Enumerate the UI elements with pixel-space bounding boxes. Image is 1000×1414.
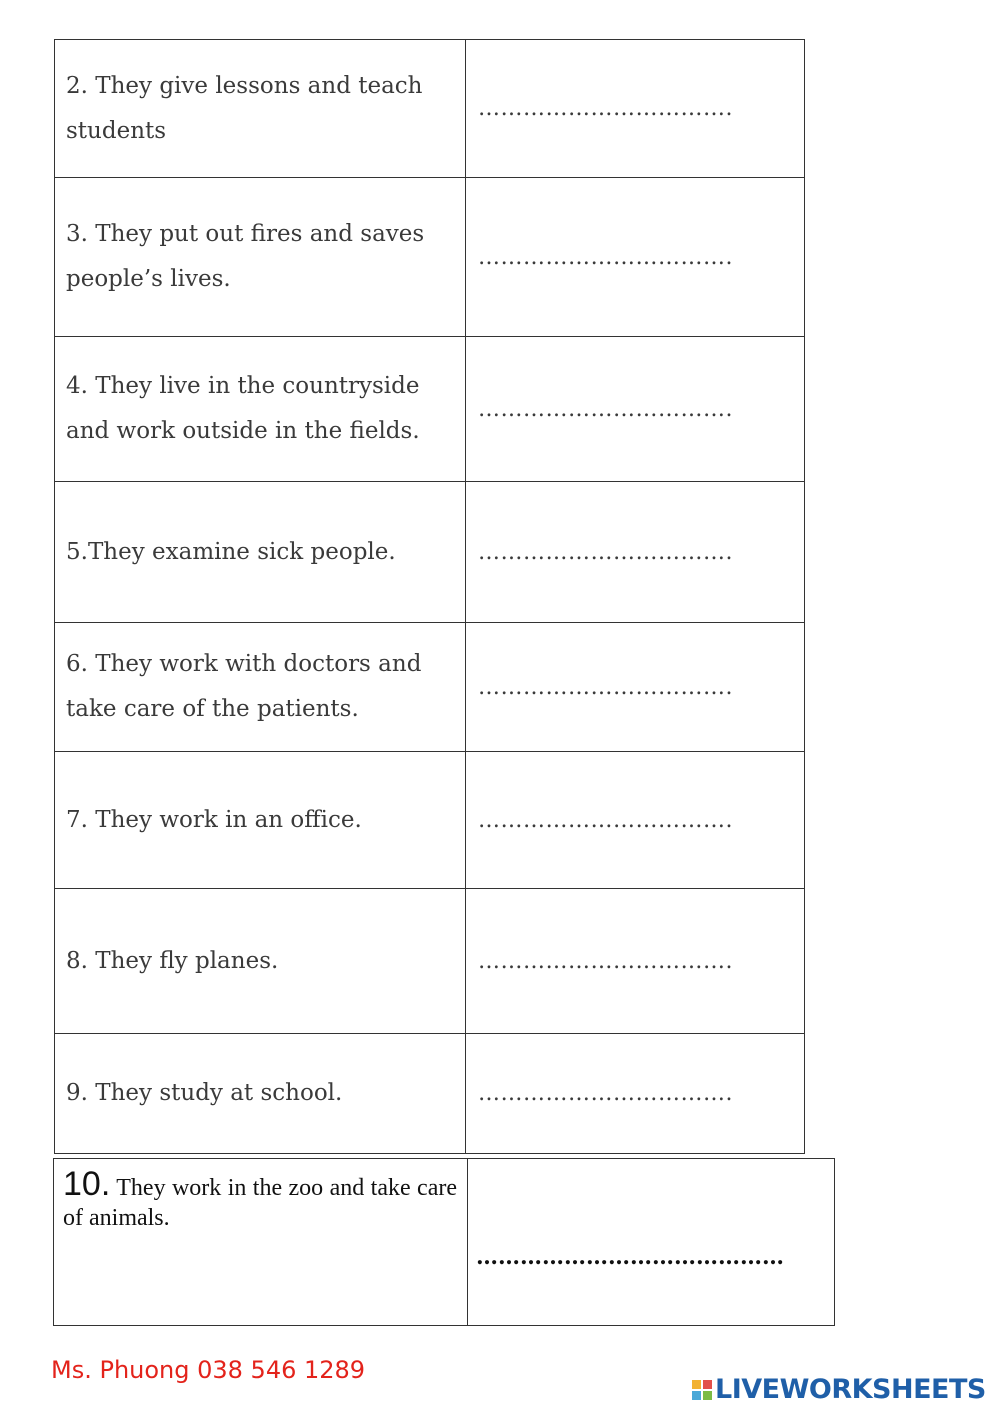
table-row — [55, 178, 805, 337]
question-number: 2. — [66, 72, 88, 99]
answer-blank[interactable]: ……………………………. — [466, 623, 805, 752]
question-cell — [55, 337, 466, 482]
question-number: 5. — [66, 538, 88, 565]
table-row — [55, 623, 805, 752]
answer-blank[interactable]: …………………………………… — [468, 1159, 835, 1326]
question-text: They work in an office. — [95, 806, 362, 833]
question-text: They live in the countryside and work outside in the fields. — [66, 373, 420, 444]
liveworksheets-brand[interactable] — [692, 1374, 986, 1405]
question-cell — [55, 178, 466, 337]
table-row — [55, 40, 805, 178]
question-cell — [55, 40, 466, 178]
question-text: They work with doctors and take care of the patients. — [66, 651, 422, 722]
question-10-table — [53, 1158, 835, 1326]
question-text: They fly planes. — [95, 947, 279, 974]
table-row — [55, 889, 805, 1034]
question-cell — [55, 1034, 466, 1154]
teacher-credit: Ms. Phuong 038 546 1289 — [51, 1356, 366, 1384]
question-text: They put out fires and saves people’s lives. — [66, 221, 425, 292]
question-text: They study at school. — [95, 1080, 343, 1106]
table-row — [55, 482, 805, 623]
brand-name: LIVEWORKSHEETS — [715, 1374, 986, 1405]
answer-blank[interactable]: ……………………………. — [466, 1034, 805, 1154]
question-number: 8. — [66, 947, 88, 974]
table-row — [55, 752, 805, 889]
answer-blank[interactable]: ……………………………. — [466, 752, 805, 889]
table-row — [54, 1159, 835, 1326]
question-cell — [54, 1159, 468, 1326]
answer-blank[interactable]: ……………………………. — [466, 178, 805, 337]
answer-blank[interactable]: ……………………………. — [466, 482, 805, 623]
answer-blank[interactable]: ……………………………. — [466, 40, 805, 178]
question-text: They give lessons and teach students — [66, 72, 423, 144]
question-number: 10. — [63, 1165, 111, 1203]
table-row — [55, 337, 805, 482]
question-cell — [55, 482, 466, 623]
table-row — [55, 1034, 805, 1154]
questions-table — [54, 39, 805, 1154]
question-number: 7. — [66, 806, 88, 833]
question-text: They examine sick people. — [87, 538, 396, 565]
question-number: 9. — [66, 1080, 88, 1106]
question-cell — [55, 752, 466, 889]
question-number: 3. — [66, 221, 88, 247]
answer-blank[interactable]: ……………………………. — [466, 337, 805, 482]
question-cell — [55, 623, 466, 752]
liveworksheets-logo-icon — [692, 1380, 712, 1400]
question-cell — [55, 889, 466, 1034]
question-text: They work in the zoo and take care of animals. — [63, 1175, 457, 1231]
question-number: 6. — [66, 651, 88, 677]
answer-blank[interactable]: ……………………………. — [466, 889, 805, 1034]
question-number: 4. — [66, 373, 88, 399]
